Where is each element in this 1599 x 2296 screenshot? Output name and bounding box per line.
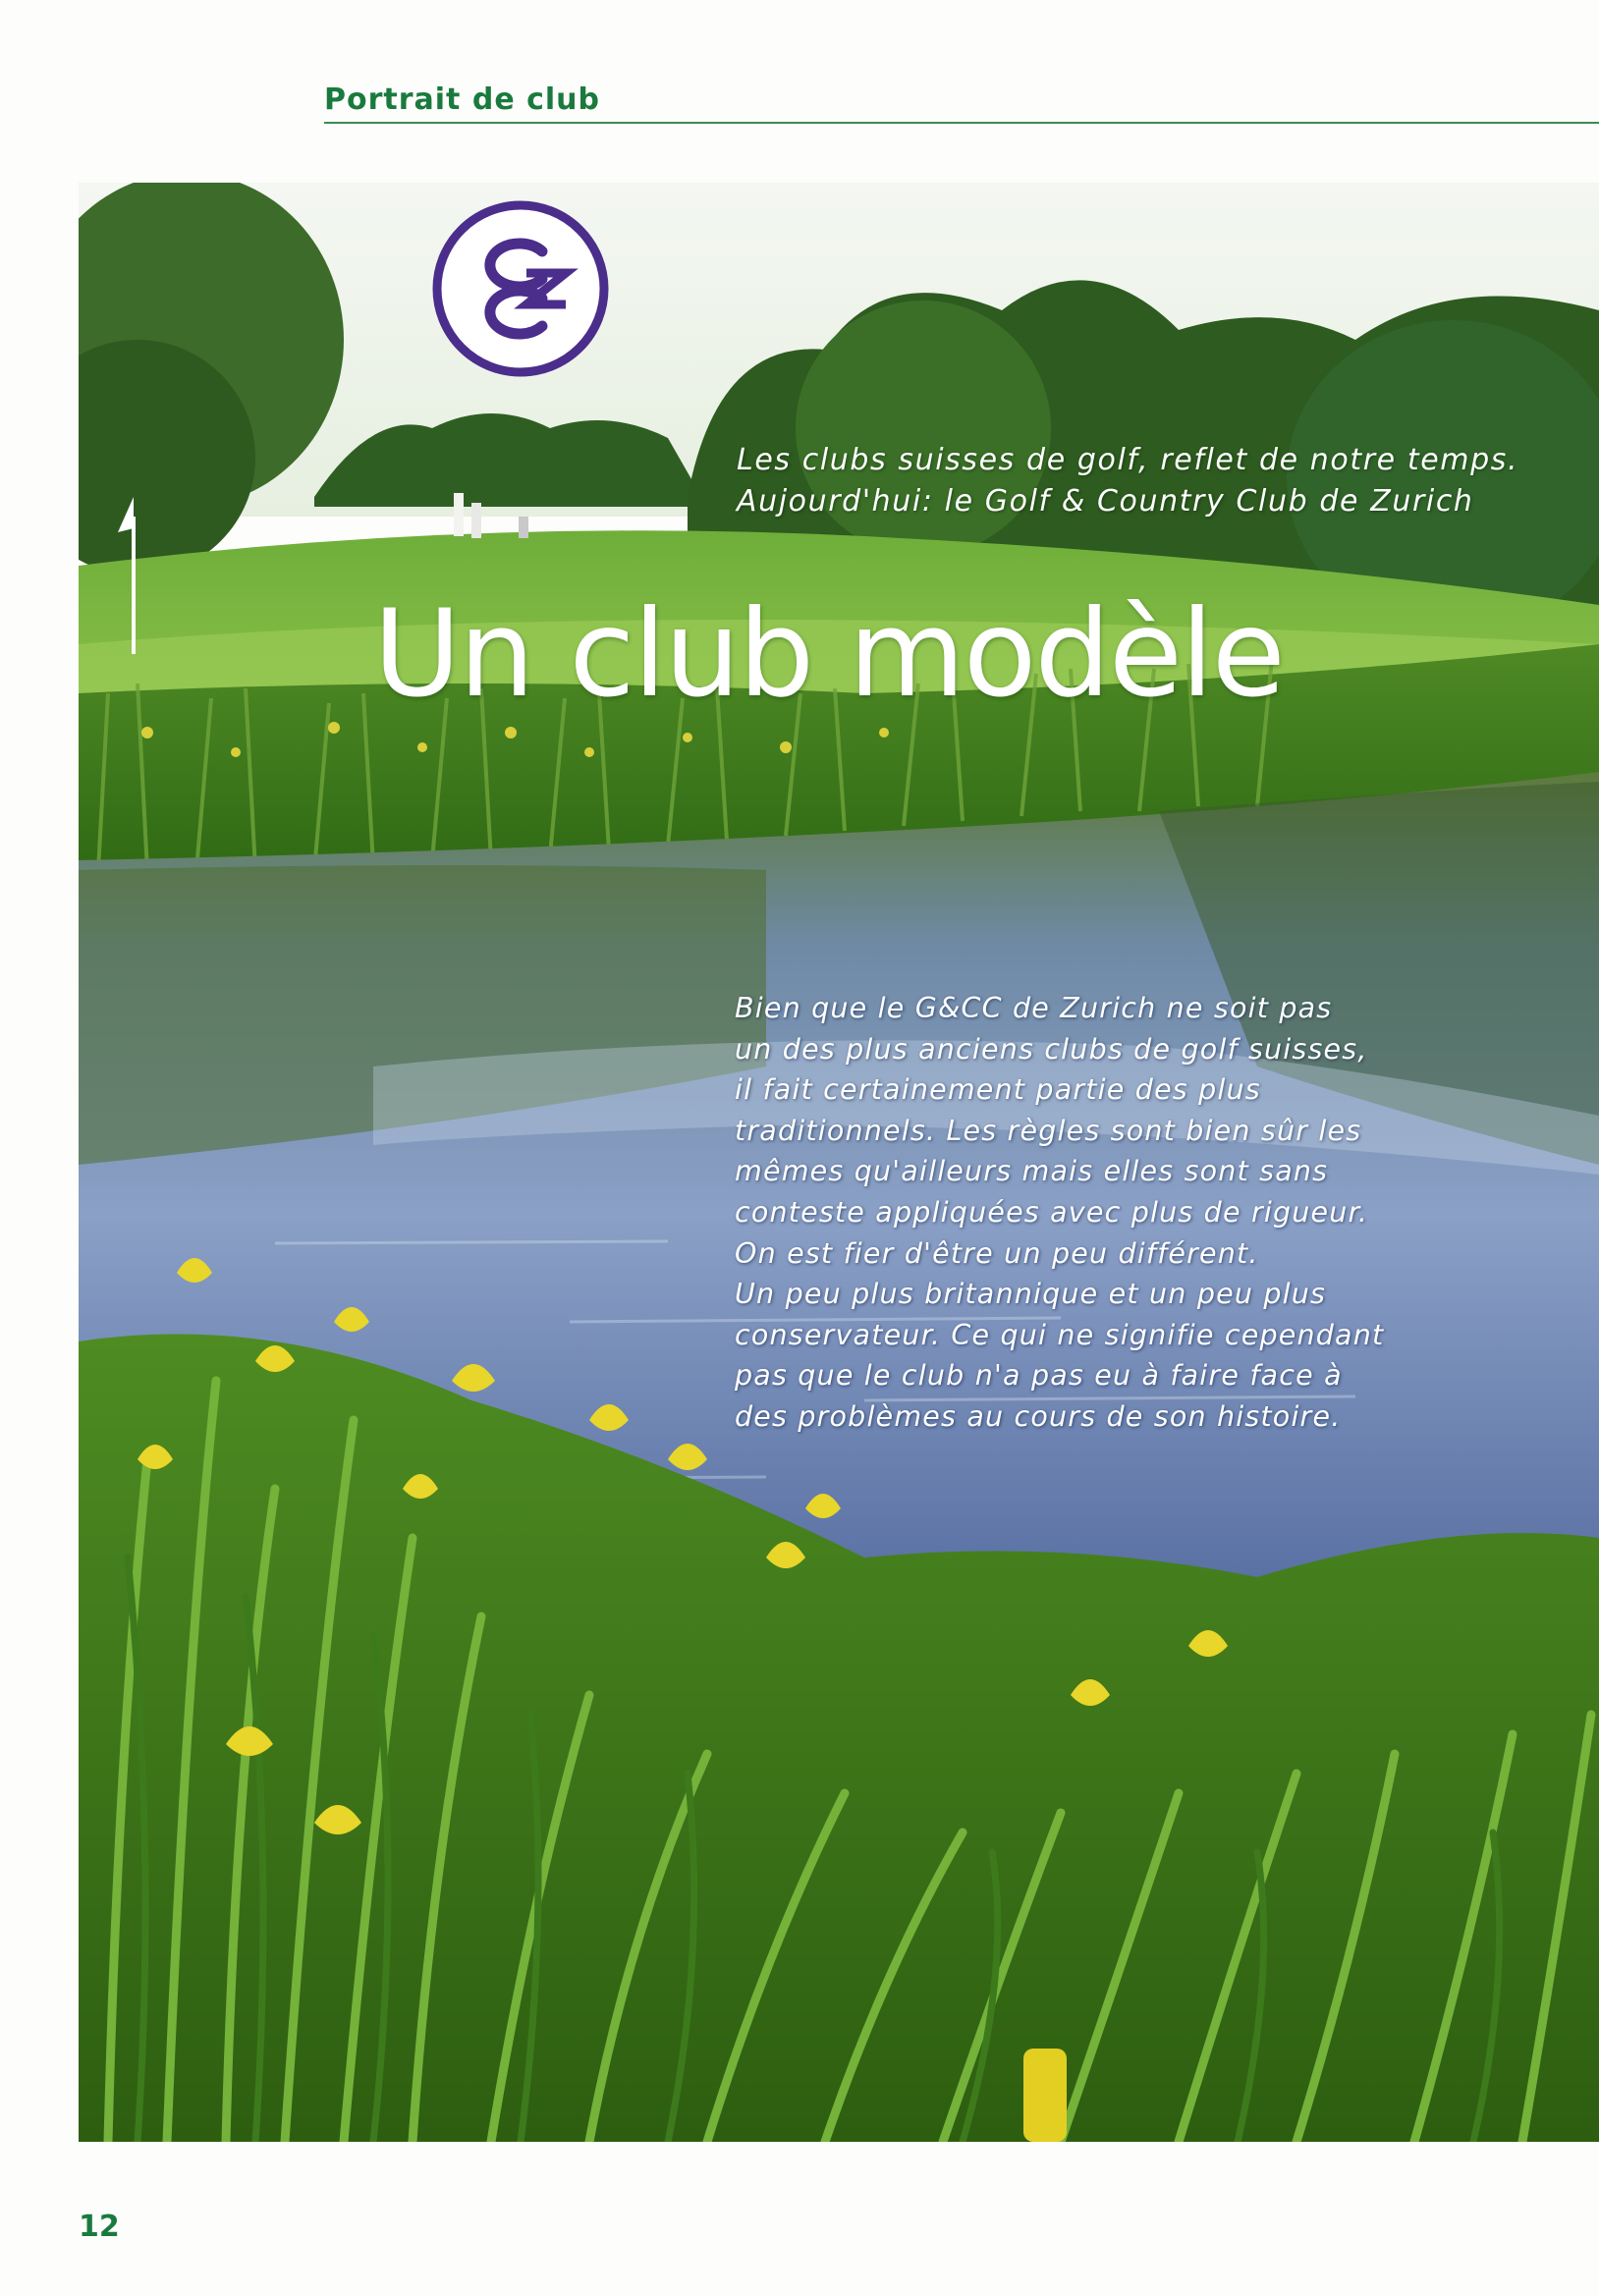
article-tagline bbox=[737, 440, 1581, 522]
tagline-line: Les clubs suisses de golf, reflet de notre temps. bbox=[737, 443, 1519, 477]
intro-line: Un peu plus britannique et un peu plus bbox=[735, 1278, 1327, 1311]
intro-line: il fait certainement partie des plus bbox=[735, 1073, 1261, 1107]
intro-line: On est fier d'être un peu différent. bbox=[735, 1236, 1259, 1270]
tagline-line: Aujourd'hui: le Golf & Country Club de Zurich bbox=[737, 484, 1474, 519]
intro-line: pas que le club n'a pas eu à faire face à bbox=[735, 1359, 1343, 1393]
club-logo bbox=[432, 200, 609, 377]
section-rule bbox=[324, 122, 1599, 124]
intro-line: conteste appliquées avec plus de rigueur. bbox=[735, 1195, 1369, 1229]
section-label: Portrait de club bbox=[324, 82, 601, 117]
article-headline: Un club modèle bbox=[373, 584, 1284, 724]
article-intro bbox=[735, 988, 1481, 1438]
intro-line: des problèmes au cours de son histoire. bbox=[735, 1399, 1342, 1433]
intro-line: un des plus anciens clubs de golf suisses, bbox=[735, 1032, 1368, 1066]
intro-line: conservateur. Ce qui ne signifie cependant bbox=[735, 1318, 1385, 1351]
intro-line: Bien que le G&CC de Zurich ne soit pas bbox=[735, 992, 1333, 1024]
intro-line: traditionnels. Les règles sont bien sûr les bbox=[735, 1114, 1362, 1147]
intro-line: mêmes qu'ailleurs mais elles sont sans bbox=[735, 1155, 1329, 1188]
golf-course-pond-photo bbox=[79, 183, 1599, 2142]
page-number: 12 bbox=[79, 2210, 120, 2244]
